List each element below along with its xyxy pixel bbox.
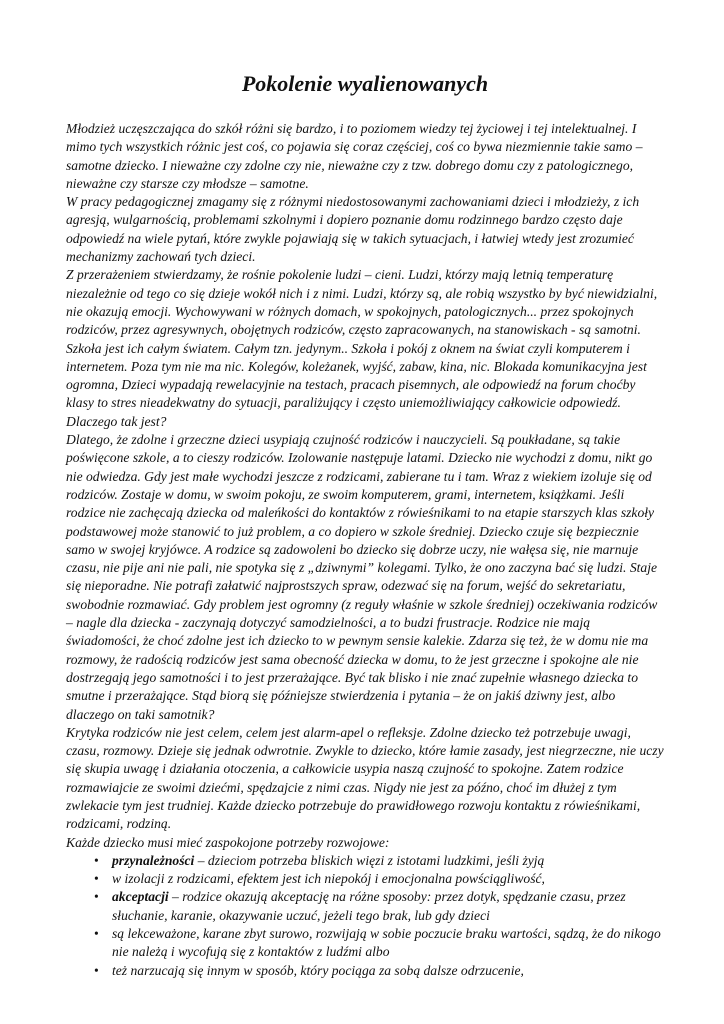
question-line: Dlaczego tak jest?: [66, 413, 167, 429]
paragraph: Dlatego, że zdolne i grzeczne dzieci usypiają czujność rodziców i nauczycieli. Są poukładane, są takie poświęcone szkole, a to cieszy rodziców. Izolowanie następuje latami. Dziecko nie wychodzi z domu, nikt go nie odwiedza. Gdy jest małe wychodzi jeszcze z rodzicami, zabierane tu i tam. Wraz z wiekiem izoluje się od rodziców. Zostaje w domu, w swoim pokoju, ze swoim komputerem, grami, internetem, książkami. Jeśli rodzice nie zachęcają dziecka od maleńkości do kontaktów z rówieśnikami to na etapie starszych klas szkoły podstawowej może stanowić to już problem, a co dopiero w szkole średniej. Dziecko czuje się bezpiecznie samo w swojej kryjówce. A rodzice są zadowoleni bo dziecko się dobrze uczy, nie wałęsa się, nie marnuje czasu, nie pije ani nie pali, nie spotyka się z „dziwnymi” kolegami. Tylko, że ono zaczyna bać się ludzi. Staje się nieporadne. Nie potrafi załatwić najprostszych spraw, odezwać się na forum, wejść do sekretariatu, swobodnie rozmawiać. Gdy problem jest ogromny (z reguły właśnie w szkole średniej) oczekiwania rodziców – nagle dla dziecka - zaczynają dotyczyć samodzielności, a to budzi frustracje. Rodzice nie mają świadomości, że choć zdolne jest ich dziecko to w pewnym sensie kalekie. Zdarza się też, że w domu nie ma rozmowy, że radością rodziców jest sama obecność dziecka w domu, to że jest grzeczne i spokojne ale nie dostrzegają jego samotności i to jest przerażające. Być tak blisko i nie znać zupełnie własnego dziecka to smutne i przerażające. Stąd biorą się późniejsze stwierdzenia i pytania – że on jakiś dziwny jest, albo dlaczego on taki samotnik?: [66, 432, 658, 722]
list-item: [112, 925, 664, 962]
list-item-term: akceptacji: [112, 889, 169, 905]
list-item-text: też narzucają się innym w sposób, który pociąga za sobą dalsze odrzucenie,: [112, 962, 524, 978]
paragraph: Młodzież uczęszczająca do szkół różni się bardzo, i to poziomem wiedzy tej życiowej i tej intelektualnej. I mimo tych wszystkich różnic jest coś, co pojawia się coraz częściej, coś co bywa niezmiennie takie samo – samotne dziecko. I nieważne czy zdolne czy nie, nieważne czy z tzw. dobrego domu czy z patologicznego, nieważne czy starsze czy młodsze – samotne.: [66, 121, 643, 191]
document-title: Pokolenie wyalienowanych: [241, 71, 489, 96]
list-item-text: – dzieciom potrzeba bliskich więzi z istotami ludzkimi, jeśli żyją: [194, 852, 545, 868]
list-intro: Każde dziecko musi mieć zaspokojone potrzeby rozwojowe:: [66, 834, 390, 850]
needs-list: [66, 852, 664, 980]
list-item: [112, 870, 664, 888]
list-item-term: przynależności: [112, 852, 195, 868]
list-item-text: – rodzice okazują akceptację na różne sposoby: przez dotyk, spędzanie czasu, przez słuchanie, karanie, okazywanie uczuć, jeżeli tego brak, lub gdy dzieci: [112, 889, 626, 923]
list-item: [112, 852, 664, 870]
paragraph: W pracy pedagogicznej zmagamy się z różnymi niedostosowanymi zachowaniami dzieci i młodzieży, z ich agresją, wulgarnością, problemami szkolnymi i dopiero poznanie domu rodzinnego bardzo często daje odpowiedź na wiele pytań, które zwykle pojawiają się w takich sytuacjach, i łatwiej wtedy jest zrozumieć mechanizmy zachowań tych dzieci.: [66, 194, 640, 265]
list-item-text: są lekceważone, karane zbyt surowo, rozwijają w sobie poczucie braku wartości, sądzą, że do nikogo nie należą i wycofują się z kontaktów z ludźmi albo: [112, 926, 661, 960]
list-item-text: w izolacji z rodzicami, efektem jest ich niepokój i emocjonalna powściągliwość,: [112, 871, 545, 887]
paragraph: Z przerażeniem stwierdzamy, że rośnie pokolenie ludzi – cieni. Ludzi, którzy mają letnią temperaturę niezależnie od tego co się dzieje wokół nich i z nimi. Ludzi, którzy są, ale robią wszystko by być niewidzialni, nie okazują emocji. Wychowywani w różnych domach, w spokojnych, patologicznych... przez spokojnych rodziców, przez agresywnych, obojętnych rodziców, często zapracowanych, na stanowiskach - są samotni. Szkoła jest ich całym światem. Całym tzn. jedynym.. Szkoła i pokój z oknem na świat czyli komputerem i internetem. Poza tym nie ma nic. Kolegów, koleżanek, wyjść, zabaw, kina, nic. Blokada komunikacyjna jest ogromna, Dzieci wypadają rewelacyjnie na testach, pracach pisemnych, ale odpowiedź na forum choćby klasy to stres nieadekwatny do sytuacji, paraliżujący i często uniemożliwiający całkowicie odpowiedź.: [66, 267, 658, 411]
paragraph: Krytyka rodziców nie jest celem, celem jest alarm-apel o refleksje. Zdolne dziecko też potrzebuje uwagi, czasu, rozmowy. Dzieje się jednak odwrotnie. Zwykle to dziecko, które łamie zasady, jest niegrzeczne, nie uczy się skupia uwagę i działania otoczenia, a całkowicie usypia naszą czujność to spokojne. Zatem rodzice rozmawiajcie ze swoimi dziećmi, spędzajcie z nimi czas. Nigdy nie jest za późno, choć im dłużej z tym zwlekacie tym jest trudniej. Każde dziecko potrzebuje do prawidłowego rozwoju kontaktu z rówieśnikami, rodzicami, rodziną.: [66, 724, 664, 832]
document-body: [66, 120, 664, 980]
list-item: [112, 888, 664, 925]
list-item: [112, 962, 664, 980]
